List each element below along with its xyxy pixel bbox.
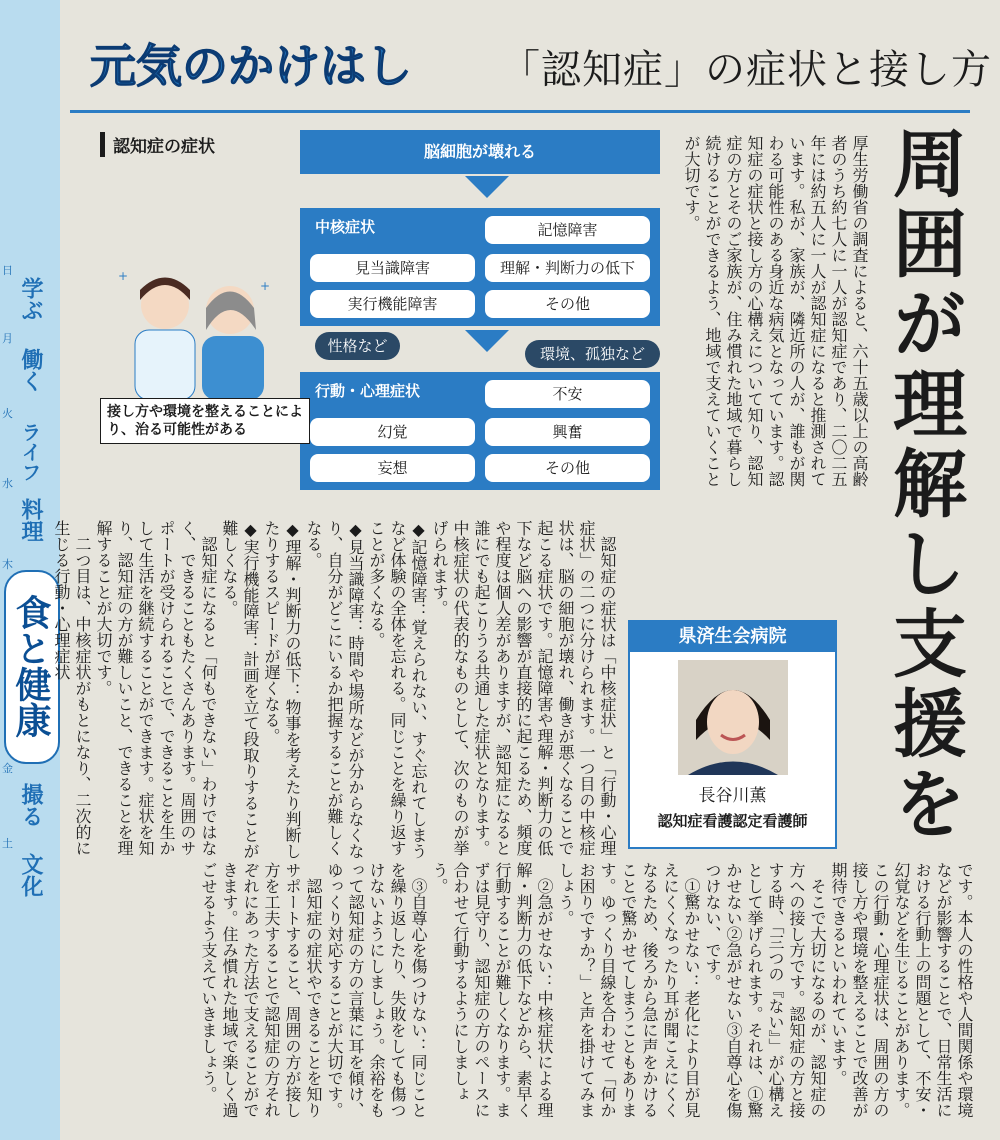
arrow-down-icon [465, 330, 509, 352]
main-title: 周囲が理解し支援を [881, 125, 967, 845]
body-paragraph: 認知症の症状やできることを知りサポートすること、周囲の方が接し方を工夫することで認知症の方それぞれにあった方法で支えることができます。住み慣れた地域で楽しく過ごせるよう支えていきましょう。 [199, 862, 323, 1118]
author-photo [678, 660, 788, 775]
body-right-text [105, 862, 975, 1132]
symptoms-diagram [100, 130, 660, 500]
author-name: 長谷川薫 [698, 786, 767, 806]
series-logo-text: 元気のかけはし [90, 39, 412, 93]
body-paragraph: ②急がせない：中核症状による理解・判断力の低下などから、素早く行動することが難しくなります。まずは見守り、認知症の方のペースに合わせて行動するようにしましょう。 [430, 862, 554, 1118]
category-cooking[interactable]: 料理 [18, 498, 43, 542]
nurse-and-elder-illustration [110, 250, 280, 400]
bpsd-item: 不安 [485, 380, 650, 408]
day-label: 金 [2, 762, 13, 775]
category-work[interactable]: 働く [18, 348, 43, 392]
category-food-health[interactable]: 食と健康 [10, 594, 51, 738]
category-photo[interactable]: 撮る [18, 783, 43, 827]
day-label: 日 [2, 264, 13, 277]
core-symptom-item: 記憶障害 [485, 216, 650, 244]
body-left-text [52, 520, 618, 860]
author-title: 認知症看護認定看護師 [657, 812, 808, 830]
day-label: 木 [2, 558, 13, 571]
day-label: 火 [2, 407, 13, 420]
body-paragraph: ◆理解・判断力の低下：物事を考えたり判断したりするスピードが遅くなる。 [262, 520, 302, 859]
body-paragraph: です。本人の性格や人間関係や環境などが影響することで、日常生活における行動上の問題として、不安・幻覚などを生じることがあります。この行動・心理症状は、周囲の方の接し方や環境を整えることで改善が期待できるといわれています。 [829, 862, 974, 1118]
intro-text [660, 135, 870, 495]
factor-personality: 性格など [315, 332, 400, 360]
arrow-down-icon [465, 176, 509, 198]
category-life[interactable]: ライフ [18, 422, 42, 482]
core-symptom-item: 理解・判断力の低下 [485, 254, 650, 282]
day-label: 土 [2, 837, 13, 850]
body-paragraph: ◆記憶障害：覚えられない、すぐ忘れてしまうなど体験の全体を忘れる。同じことを繰り返すことが多くなる。 [367, 520, 428, 859]
core-symptoms-title: 中核症状 [315, 218, 376, 236]
header-divider [70, 110, 970, 113]
svg-text:+: + [118, 269, 129, 283]
body-paragraph: ①驚かせない：老化により目が見えにくくなったり耳が聞こえにくくなるため、後ろから急に声をかけることで驚かせてしまうこともあります。ゆっくり目線を合わせて「何かお困りですか？」と声を掛けてみましょう。 [556, 862, 701, 1118]
body-paragraph: そこで大切になるのが、認知症の方への接し方です。認知症の方と接する時、「三つの『ない』」が心構えとして挙げられます。それは、①驚かせない②急がせない③自尊心を傷つけない、です。 [703, 862, 827, 1118]
series-logo [90, 30, 470, 102]
diagram-section-label: 認知症の症状 [100, 132, 215, 157]
author-profile [628, 620, 837, 849]
body-paragraph: 二つ目は、中核症状がもとになり、二次的に生じる行動・心理症状 [52, 520, 92, 856]
core-symptom-item: 実行機能障害 [310, 290, 475, 318]
factor-environment: 環境、孤独など [525, 340, 660, 368]
hospital-name: 県済生会病院 [630, 622, 835, 652]
body-paragraph: 認知症になると「何もできない」わけではなく、できることもたくさんあります。周囲のサポートが受けられることで、できることを生かして生活を継続することができます。症状を知り、認知症の方が難しいこと、できることを理解することが大切です。 [94, 520, 218, 856]
core-symptom-item: その他 [485, 290, 650, 318]
body-paragraph: 認知症の症状は「中核症状」と「行動・心理症状」の二つに分けられます。一つ目の中核症状は、脳の細胞が壊れ、働きが悪くなることで起こる症状です。記憶障害や理解・判断力の低下など脳への影響が直接的に起こるため、頻度や程度は個人差がありますが、認知症になると誰にでも起こりうる共通した症状となります。中核症状の代表的なものとして、次のものが挙げられます。 [430, 520, 617, 856]
intro-paragraph: 厚生労働省の調査によると、六十五歳以上の高齢者のうち約七人に一人が認知症であり、二〇二五年には約五人に一人が認知症になると推測されています。私が、家族が、隣近所の人が、誰もが関わる可能性のある身近な病気となっています。認知症の症状と接し方の心構えについて知り、認知症の方とそのご家族が、住み慣れた地域で暮らし続けることができるよう、地域で支えていくことが大切です。 [682, 135, 869, 487]
bpsd-title: 行動・心理症状 [315, 382, 421, 400]
bpsd-item: 興奮 [485, 418, 650, 446]
category-learn[interactable]: 学ぶ [18, 277, 43, 321]
category-culture[interactable]: 文化 [18, 853, 43, 897]
bpsd-item: 妄想 [310, 454, 475, 482]
diagram-note: 接し方や環境を整えることにより、治る可能性がある [100, 398, 310, 444]
bpsd-item: その他 [485, 454, 650, 482]
body-paragraph: ◆実行機能障害：計画を立て段取りすることが難しくなる。 [220, 520, 260, 859]
bpsd-item: 幻覚 [310, 418, 475, 446]
day-label: 水 [2, 477, 13, 490]
article-headline: 「認知症」の症状と接し方 [500, 47, 992, 93]
diagram-top-box: 脳細胞が壊れる [300, 130, 660, 174]
body-paragraph: ③自尊心を傷つけない：同じことを繰り返したり、失敗をしても傷つけないようにしましょう。余裕をもって認知症の方の言葉に耳を傾け、ゆっくり対応することが大切です。 [325, 862, 428, 1118]
core-symptom-item: 見当識障害 [310, 254, 475, 282]
svg-text:+: + [260, 279, 271, 293]
day-label: 月 [2, 332, 13, 345]
body-paragraph: ◆見当識障害：時間や場所などが分からなくなり、自分がどこにいるか把握することが難しくなる。 [304, 520, 365, 859]
